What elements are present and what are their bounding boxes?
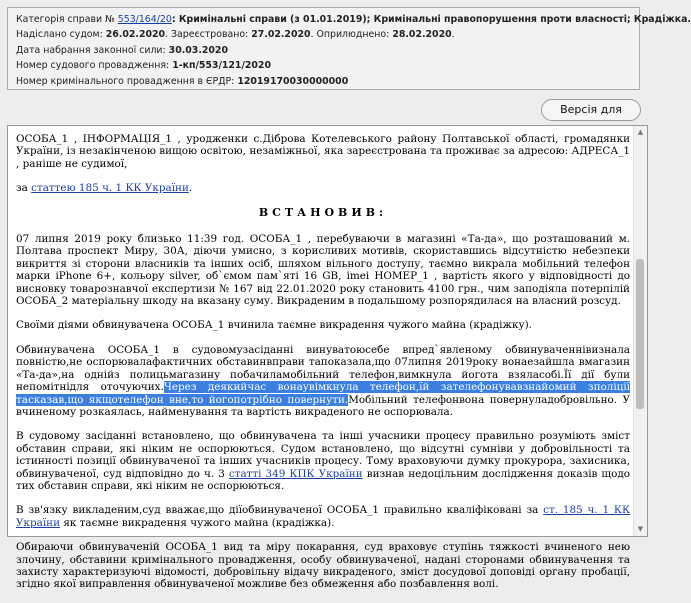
section-heading: ВСТАНОВИВ: (258, 205, 388, 219)
effective-date: 30.03.2020 (168, 44, 228, 56)
charge-article-link[interactable]: статтею 185 ч. 1 КК України (31, 182, 189, 195)
findings-end: визнав недоцільним дослідження доказів щодо тих обставин справи, які ніким не оспорюються. (16, 467, 630, 492)
erdr-label: Номер кримінального провадження в ЄРДР: (16, 75, 238, 87)
classification-start: В зв'язку викладеним,суд вважає,що діїобвинуваченої ОСОБА_1 правильно кваліфіковані за (16, 504, 544, 517)
case-category-row (16, 12, 691, 27)
sent-date: 26.02.2020 (105, 29, 166, 41)
dates-end: . (451, 29, 455, 41)
paragraph-facts: 07 липня 2019 року близько 11:39 год. ОСОБА_1 , перебуваючи в магазині «Та-да», що розташований м. Полтава проспект Миру, 30А, діючи умисно, з корисливих мотивів, скориставшись відсутністю небезпеки викриття зі сторони власників та інших осіб, шляхом вільного доступу, таємно викрала мобільний телефон марки iPhone 6+, кольору silver, об`ємом пам`яті 16 GB, imei НОМЕР_1 , вартість якого у відповідності до висновку товарознавчої експертизи № 167 від 22.01.2020 року становить 4100 грн., чим заподіяла потерпілій ОСОБА_2 матеріальну шкоду на вказану суму. Викраденим в подальшому розпорядилася на власний розсуд. (16, 233, 630, 308)
scrollbar-thumb[interactable] (636, 259, 644, 409)
paragraph-sentencing: Обираючи обвинуваченій ОСОБА_1 вид та міру покарання, суд враховує ступінь тяжкості вчиненого нею злочину, обставини кримінального провадження, особу обвинуваченої, надані сторонами обвинувачення та захисту характеризуючі відомості, добровільну відачу викраденого, зміст досудової доповіді органу пробації, згідно якої виправлення обвинуваченої можливе без обмеження або позбавлення волі. (16, 541, 630, 591)
proceeding-number: 1-кп/553/121/2020 (172, 60, 271, 72)
category-value: : Кримінальні справи (з 01.01.2019); Кримінальні правопорушення проти власності; Крадіжка. (171, 14, 691, 25)
testimony-start: Обвинувачена ОСОБА_1 в судовомузасіданні винуватоюсебе впред`явленому обвинуваченнівизнала повністю,не оспорювалафактичних обставинвправи тапоказала,що 07липня 2019року вонаезайшла вмагазин «Та-да»,на однійз полицьмагазину побачиламобільний телефон,вимкнула йогота взяласобі.Її дії були непомітнідля оточуючих. (16, 343, 630, 394)
scroll-down-arrow-icon[interactable]: ▼ (637, 525, 644, 533)
effective-label: Дата набрання законної сили: (16, 44, 169, 56)
print-version-button[interactable]: Версія для (541, 99, 641, 121)
paragraph-testimony (16, 344, 630, 418)
document-viewer[interactable] (7, 125, 648, 591)
charge-prefix: за (16, 182, 32, 195)
charge-line (16, 182, 630, 194)
testimony-end: Мобільний телефонвона повернуладобровільно. У вчиненому розкаялась, найменування та вартість викраденого не оспорювала. (16, 393, 630, 418)
charge-suffix: . (188, 182, 193, 195)
registered-label: . Зареєстровано: (165, 29, 252, 41)
selected-text[interactable]: Через деякийчас вонаувімкнула телефон,їй зателефонувавзнайомий зполіції тасказав,що якщотелефон вне,то йогопотрібно повернути. (16, 381, 630, 406)
cpc-article-link[interactable]: статті 349 КПК України (228, 467, 363, 480)
published-date: 28.02.2020 (392, 29, 452, 41)
sent-label: Надіслано судом: (16, 29, 106, 41)
case-info-panel (7, 7, 691, 90)
proceeding-label: Номер судового провадження: (16, 60, 173, 72)
case-number-link[interactable]: 553/164/20 (117, 14, 172, 25)
defendant-intro: ОСОБА_1 , ІНФОРМАЦІЯ_1 , уродженки с.Діброва Котелевського району Полтавської області, громадянки України, із незакінченою вищою освітою, незаміжньої, яка зареєстрована та проживає за адресою: АДРЕСА_1 , раніше не судимої, (16, 133, 630, 170)
registered-date: 27.02.2020 (251, 29, 311, 41)
paragraph-classification (16, 504, 630, 529)
dates-row (16, 27, 639, 42)
paragraph-court-findings (16, 430, 630, 492)
erdr-row (16, 74, 639, 89)
proceeding-row (16, 58, 639, 73)
effective-date-row (16, 43, 639, 58)
published-label: . Оприлюднено: (310, 29, 393, 41)
criminal-code-link[interactable]: ст. 185 ч. 1 КК України (16, 504, 630, 529)
vertical-scrollbar[interactable] (633, 126, 647, 536)
paragraph-qualification: Своїми діями обвинувачена ОСОБА_1 вчинила таємне викрадення чужого майна (крадіжку). (16, 319, 532, 332)
erdr-number: 12019170030000000 (237, 75, 349, 87)
category-label: Категорія справи № (16, 14, 118, 25)
scroll-up-arrow-icon[interactable]: ▲ (637, 128, 644, 136)
findings-start: В судовому засіданні встановлено, що обвинувачена та інші учасники процесу правильно розуміють зміст обставин справи, які ніким не оспорюються. Судом встановлено, що відсутні сумніви у добровільності та істинності позиції обвинуваченої та інших учасників процесу. Тому враховуючи думку прокурора, захисника, обвинуваченої, суд відповідно до ч. 3 (16, 430, 630, 480)
document-text (16, 133, 630, 603)
classification-end: як таємне викрадення чужого майна (крадіжка). (60, 516, 335, 529)
